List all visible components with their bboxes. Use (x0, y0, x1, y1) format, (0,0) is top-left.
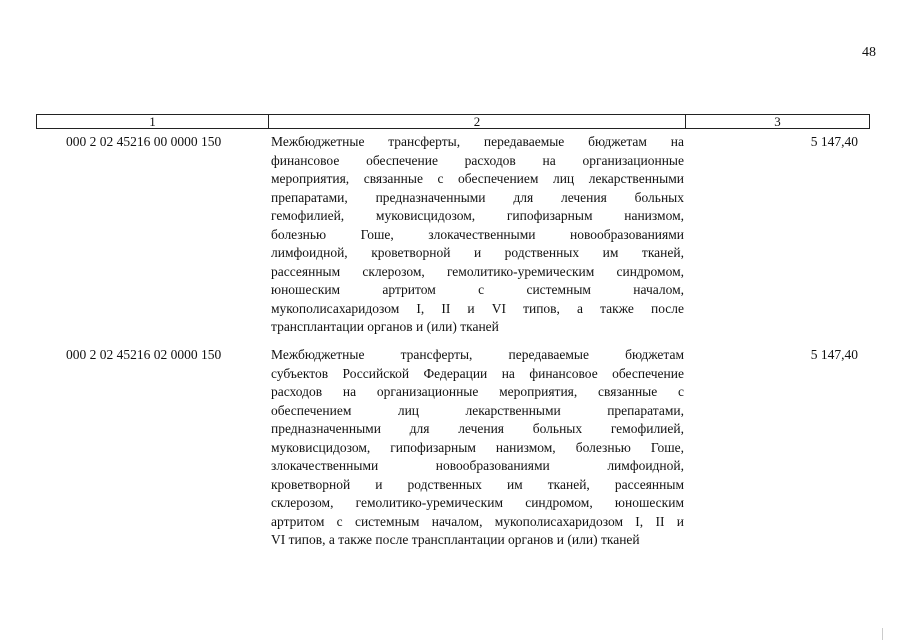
description-line: склерозом, гемолитико-уремическим синдромом, юношеским (271, 495, 684, 510)
description-line: финансовое обеспечение расходов на организационные (271, 152, 684, 168)
description-line: Межбюджетные трансферты, передаваемые бюджетам (271, 347, 684, 362)
budget-code: 000 2 02 45216 02 0000 150 (66, 347, 222, 362)
description-line: препаратами, предназначенными для лечения больных (271, 189, 684, 205)
description-line: муковисцидозом, гипофизарным нанизмом, болезнью Гоше, (271, 439, 684, 455)
description-line: мукополисахаридозом I, II и VI типов, а также после (271, 300, 684, 316)
budget-code: 000 2 02 45216 00 0000 150 (66, 134, 222, 149)
description-line: гемофилией, муковисцидозом, гипофизарным нанизмом, (271, 208, 684, 223)
description-line: злокачественными новообразованиями лимфоидной, (271, 458, 684, 473)
description-line: лимфоидной, кроветворной и родственных им тканей, (271, 245, 684, 260)
amount-value: 5 147,40 (810, 134, 858, 149)
description-line: мероприятия, связанные с обеспечением лиц лекарственными (271, 171, 684, 186)
description-line: болезнью Гоше, злокачественными новообразованиями (271, 226, 684, 242)
amount-value: 5 147,40 (810, 347, 858, 362)
description-line: трансплантации органов и (или) тканей (271, 319, 499, 334)
table-header-cell-1: 1 (37, 115, 269, 128)
description-line: юношеским артритом с системным началом, (271, 282, 684, 297)
description-line: предназначенными для лечения больных гемофилией, (271, 421, 684, 436)
description-line: VI типов, а также после трансплантации органов и (или) тканей (271, 532, 640, 547)
row-description (271, 133, 684, 337)
page-number: 48 (862, 45, 876, 60)
table-header-cell-2: 2 (269, 115, 686, 128)
table-header-row (36, 114, 870, 129)
description-line: обеспечением лиц лекарственными препаратами, (271, 402, 684, 418)
description-line: Межбюджетные трансферты, передаваемые бюджетам на (271, 134, 684, 149)
scan-mark (882, 628, 883, 640)
row-description (271, 346, 684, 550)
description-line: расходов на организационные мероприятия, связанные с (271, 384, 684, 399)
description-line: артритом с системным началом, мукополисахаридозом I, II и (271, 513, 684, 529)
description-line: рассеянным склерозом, гемолитико-уремическим синдромом, (271, 263, 684, 279)
description-line: субъектов Российской Федерации на финансовое обеспечение (271, 365, 684, 381)
table-header-cell-3: 3 (774, 114, 781, 129)
description-line: кроветворной и родственных им тканей, рассеянным (271, 476, 684, 492)
